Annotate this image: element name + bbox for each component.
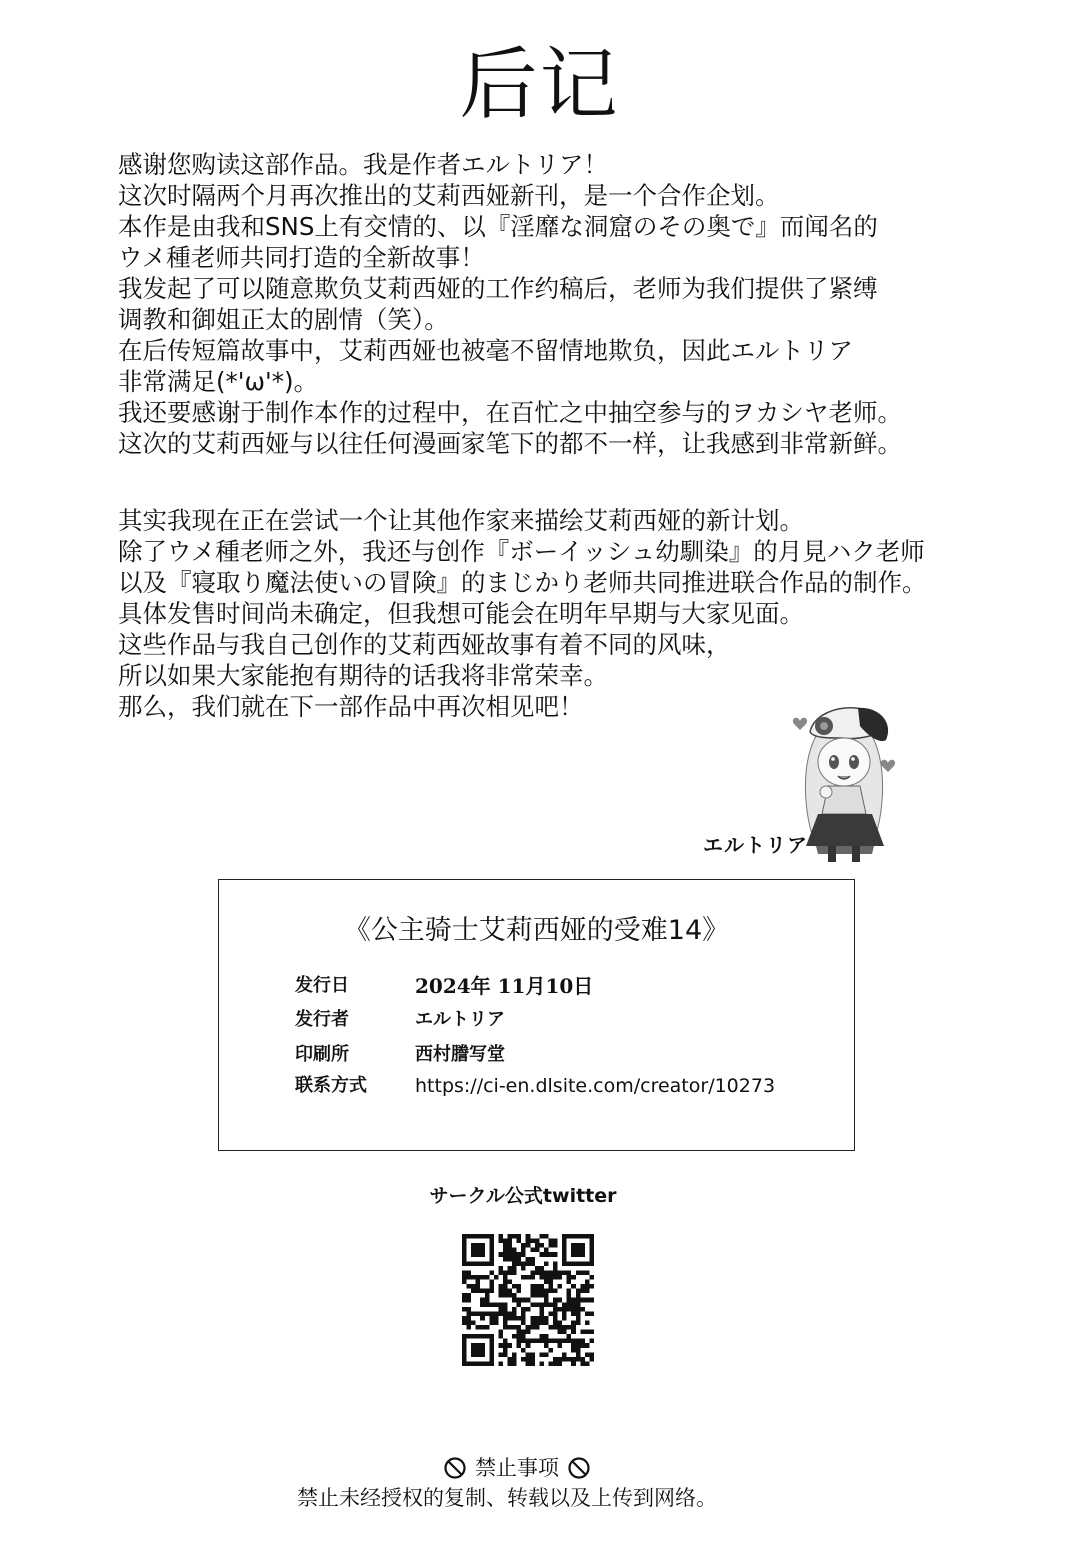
twitter-label: サークル公式twitter (429, 1185, 617, 1207)
text-line: 以及『寝取り魔法使いの冒険』的まじかり老师共同推进联合作品的制作。 (118, 568, 927, 597)
text-line: 我发起了可以随意欺负艾莉西娅的工作约稿后，老师为我们提供了紧缚 (118, 274, 878, 303)
colophon-box (218, 879, 855, 1151)
colophon-value: 西村謄写堂 (415, 1044, 505, 1065)
colophon-label: 联系方式 (295, 1075, 367, 1096)
colophon-value: エルトリア (415, 1009, 505, 1030)
text-line: 在后传短篇故事中，艾莉西娅也被毫不留情地欺负，因此エルトリア (118, 336, 853, 365)
text-line: 这次的艾莉西娅与以往任何漫画家笔下的都不一样，让我感到非常新鲜。 (118, 429, 902, 458)
text-line: 除了ウメ種老师之外，我还与创作『ボーイッシュ幼馴染』的月見ハク老师 (118, 537, 925, 566)
colophon-label: 印刷所 (295, 1044, 349, 1065)
text-line: 我还要感谢于制作本作的过程中，在百忙之中抽空参与的ヲカシヤ老师。 (118, 398, 902, 427)
author-signature: エルトリア (703, 833, 808, 857)
page-title: 后记 (459, 40, 620, 130)
text-line: 具体发售时间尚未确定，但我想可能会在明年早期与大家见面。 (118, 599, 804, 628)
qr-code[interactable] (462, 1234, 594, 1366)
text-line: 非常满足(*'ω'*)。 (118, 367, 319, 396)
text-line: 这次时隔两个月再次推出的艾莉西娅新刊，是一个合作企划。 (118, 181, 780, 210)
afterword-paragraph-2 (118, 505, 978, 722)
prohibited-icon (567, 1456, 591, 1480)
text-line: 感谢您购读这部作品。我是作者エルトリア！ (118, 150, 608, 179)
notice-text: 禁止未经授权的复制、转载以及上传到网络。 (297, 1486, 717, 1510)
text-line: ウメ種老师共同打造的全新故事！ (118, 243, 485, 272)
contact-link[interactable]: https://ci-en.dlsite.com/creator/10273 (415, 1075, 776, 1097)
book-title: 《公主骑士艾莉西娅的受难14》 (343, 915, 730, 946)
text-line: 本作是由我和SNS上有交情的、以『淫靡な洞窟のその奥で』而闻名的 (118, 212, 878, 241)
text-line: 调教和御姐正太的剧情（笑）。 (118, 305, 449, 334)
text-line: 这些作品与我自己创作的艾莉西娅故事有着不同的风味， (118, 630, 731, 659)
colophon-label: 发行日 (295, 975, 349, 996)
text-line: 所以如果大家能抱有期待的话我将非常荣幸。 (118, 661, 608, 690)
text-line: 其实我现在正在尝试一个让其他作家来描绘艾莉西娅的新计划。 (118, 506, 804, 535)
notice-title-text: 禁止事项 (475, 1456, 559, 1480)
afterword-paragraph-1 (118, 149, 978, 459)
prohibited-icon (443, 1456, 467, 1480)
colophon-label: 发行者 (295, 1009, 349, 1030)
text-line: 那么，我们就在下一部作品中再次相见吧！ (118, 692, 584, 721)
notice-title (0, 1454, 1034, 1482)
colophon-value: 2024年 11月10日 (415, 974, 594, 998)
